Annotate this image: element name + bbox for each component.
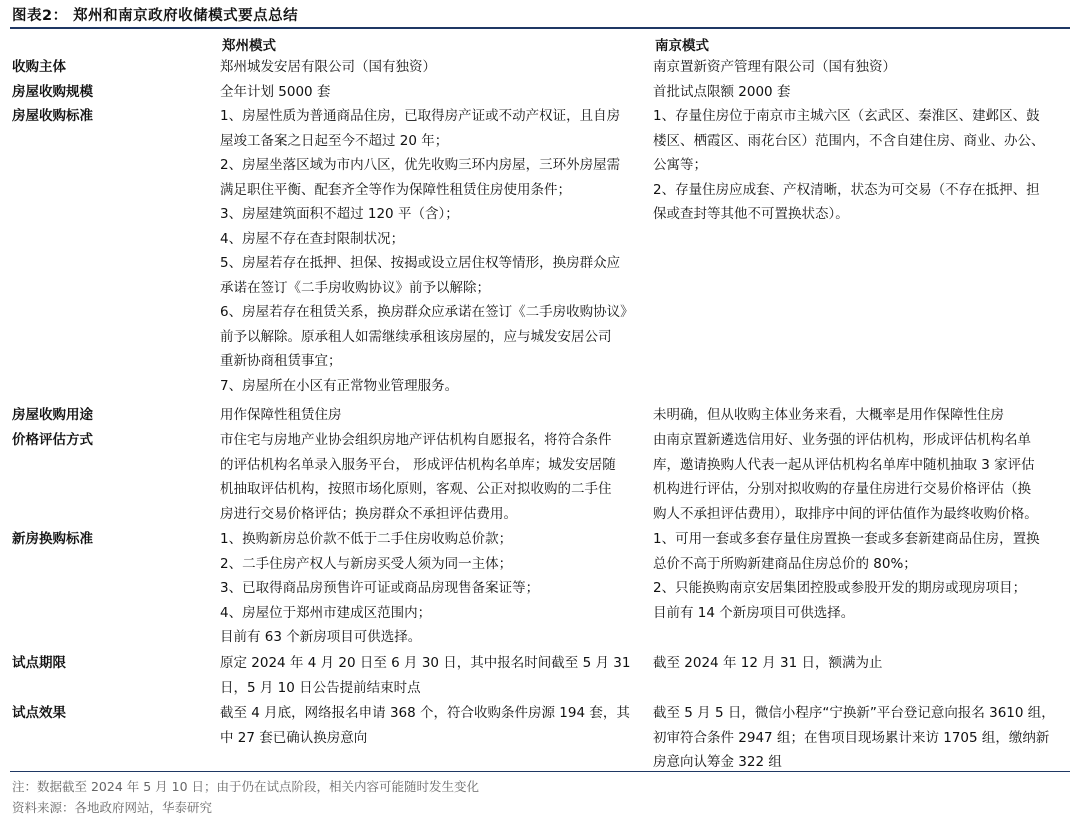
cell-line: 房进行交易价格评估；换房群众不承担评估费用。 (220, 505, 517, 522)
nanjing-cell (653, 104, 1071, 227)
cell-line: 1、换购新房总价款不低于二手住房收购总价款； (220, 531, 513, 547)
cell-line: 机抽取评估机构，按照市场化原则，客观、公正对拟收购的二手住 (220, 481, 612, 497)
cell-line: 原定 2024 年 4 月 20 日至 6 月 30 日，其中报名时间截至 5 月 31 (220, 655, 631, 671)
cell-line: 总价不高于所购新建商品住房总价的 80%； (653, 555, 917, 572)
cell-line: 中 27 套已确认换房意向 (220, 729, 368, 746)
row-label: 房屋收购标准 (12, 108, 93, 124)
zhengzhou-cell (220, 403, 648, 428)
cell-line: 3、房屋建筑面积不超过 120 平（含）； (220, 206, 459, 222)
cell-line: 2、只能换购南京安居集团控股或参股开发的期房或现房项目； (653, 580, 1027, 596)
cell-line: 市住宅与房地产业协会组织房地产评估机构自愿报名，将符合条件 (220, 432, 612, 448)
cell-line: 3、已取得商品房预售许可证或商品房现售备案证等； (220, 580, 540, 596)
cell-line: 2、二手住房产权人与新房买受人须为同一主体； (220, 555, 513, 572)
row-label: 房屋收购用途 (12, 407, 93, 423)
zhengzhou-cell (220, 104, 648, 398)
zhengzhou-cell (220, 701, 648, 750)
cell-line: 保或查封等其他不可置换状态）。 (653, 206, 849, 222)
header-nanjing: 南京模式 (655, 38, 709, 54)
zhengzhou-cell (220, 80, 648, 105)
cell-line: 郑州城发安居有限公司（国有独资） (220, 59, 436, 75)
nanjing-cell (653, 55, 1071, 80)
cell-line: 1、可用一套或多套存量住房置换一套或多套新建商品住房，置换 (653, 531, 1040, 547)
bottom-rule (10, 771, 1070, 772)
cell-line: 目前有 14 个新房项目可供选择。 (653, 604, 855, 621)
nanjing-cell (653, 428, 1071, 526)
cell-line: 南京置新资产管理有限公司（国有独资） (653, 59, 896, 75)
cell-line: 1、存量住房位于南京市主城六区（玄武区、秦淮区、建邺区、鼓 (653, 108, 1040, 124)
cell-line: 由南京置新遴选信用好、业务强的评估机构，形成评估机构名单 (653, 432, 1031, 448)
row-label: 收购主体 (12, 59, 66, 75)
cell-line: 截至 4 月底，网络报名申请 368 个，符合收购条件房源 194 套，其 (220, 705, 630, 721)
cell-line: 截至 5 月 5 日，微信小程序“宁换新”平台登记意向报名 3610 组， (653, 705, 1055, 721)
nanjing-cell (653, 527, 1071, 625)
row-label: 房屋收购规模 (12, 84, 93, 100)
zhengzhou-cell (220, 651, 648, 700)
row-label: 价格评估方式 (12, 432, 93, 448)
cell-line: 房意向认筹金 322 组 (653, 754, 782, 770)
cell-line: 满足职住平衡、配套齐全等作为保障性租赁住房使用条件； (220, 181, 571, 198)
nanjing-cell (653, 80, 1071, 105)
cell-line: 首批试点限额 2000 套 (653, 84, 791, 100)
cell-line: 2、存量住房应成套、产权清晰，状态为可交易（不存在抵押、担 (653, 181, 1040, 198)
cell-line: 4、房屋位于郑州市建成区范围内； (220, 604, 432, 621)
footnote: 注：数据截至 2024 年 5 月 10 日；由于仍在试点阶段，相关内容可能随时发生变化 (12, 779, 480, 794)
cell-line: 4、房屋不存在查封限制状况； (220, 230, 405, 247)
nanjing-cell (653, 403, 1071, 428)
cell-line: 6、房屋若存在租赁关系，换房群众应承诺在签订《二手房收购协议》 (220, 304, 634, 320)
cell-line: 目前有 63 个新房项目可供选择。 (220, 629, 422, 645)
row-label: 新房换购标准 (12, 531, 93, 547)
cell-line: 1、房屋性质为普通商品住房，已取得房产证或不动产权证，且自房 (220, 108, 621, 124)
cell-line: 屋竣工备案之日起至今不超过 20 年； (220, 132, 449, 149)
cell-line: 5、房屋若存在抵押、担保、按揭或设立居住权等情形，换房群众应 (220, 255, 621, 271)
zhengzhou-cell (220, 428, 648, 526)
cell-line: 公寓等； (653, 157, 707, 173)
top-rule (10, 27, 1070, 29)
cell-line: 承诺在签订《二手房收购协议》前予以解除； (220, 279, 490, 296)
cell-line: 购人不承担评估费用），取排序中间的评估值作为最终收购价格。 (653, 505, 1038, 522)
cell-line: 未明确，但从收购主体业务来看，大概率是用作保障性住房 (653, 407, 1004, 423)
nanjing-cell (653, 701, 1071, 775)
nanjing-cell (653, 651, 1071, 676)
cell-line: 前予以解除。原承租人如需继续承租该房屋的，应与城发安居公司 (220, 328, 612, 345)
cell-line: 楼区、栖霞区、雨花台区）范围内，不含自建住房、商业、办公、 (653, 132, 1045, 149)
header-zhengzhou: 郑州模式 (222, 38, 276, 54)
row-label: 试点效果 (12, 705, 66, 721)
zhengzhou-cell (220, 55, 648, 80)
figure-title: 图表2： 郑州和南京政府收储模式要点总结 (12, 8, 299, 24)
cell-line: 截至 2024 年 12 月 31 日，额满为止 (653, 655, 883, 671)
cell-line: 日，5 月 10 日公告提前结束时点 (220, 679, 421, 696)
source-note: 资料来源：各地政府网站，华泰研究 (12, 800, 213, 815)
cell-line: 2、房屋坐落区域为市内八区，优先收购三环内房屋，三环外房屋需 (220, 157, 621, 173)
row-label: 试点期限 (12, 655, 66, 671)
cell-line: 用作保障性租赁住房 (220, 407, 342, 423)
zhengzhou-cell (220, 527, 648, 650)
cell-line: 库，邀请换购人代表一起从评估机构名单库中随机抽取 3 家评估 (653, 456, 1035, 473)
cell-line: 全年计划 5000 套 (220, 84, 331, 100)
cell-line: 初审符合条件 2947 组；在售项目现场累计来访 1705 组，缴纳新 (653, 729, 1050, 746)
cell-line: 机构进行评估，分别对拟收购的存量住房进行交易价格评估（换 (653, 481, 1031, 497)
cell-line: 的评估机构名单录入服务平台， 形成评估机构名单库；城发安居随 (220, 456, 616, 473)
cell-line: 重新协商租赁事宜； (220, 353, 342, 369)
cell-line: 7、房屋所在小区有正常物业管理服务。 (220, 377, 459, 394)
